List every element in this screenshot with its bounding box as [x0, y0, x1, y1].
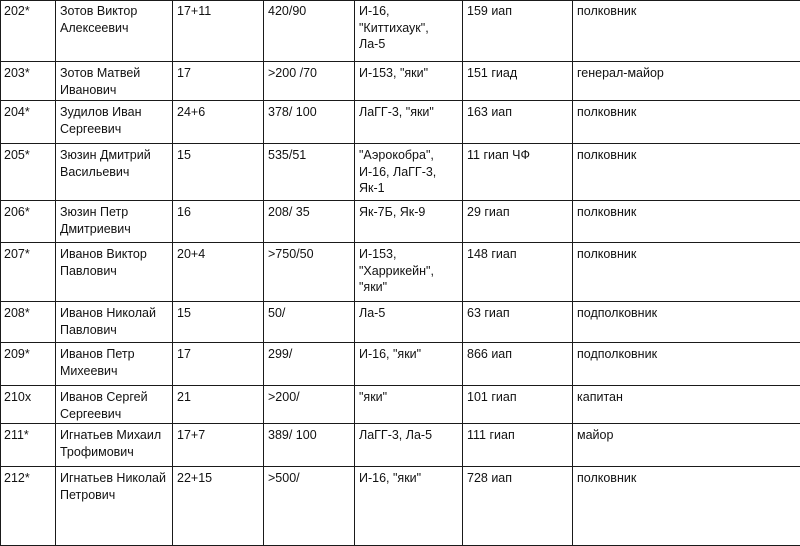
- cell-sorties: 299/: [264, 343, 355, 386]
- cell-sorties: >200 /70: [264, 62, 355, 101]
- cell-number: 211*: [1, 424, 56, 467]
- cell-unit: 151 гиад: [463, 62, 573, 101]
- cell-name: Зотов Матвей Иванович: [56, 62, 173, 101]
- cell-name: Игнатьев Николай Петрович: [56, 467, 173, 546]
- table-row: [1, 343, 800, 386]
- table-row: [1, 243, 800, 302]
- table-row: [1, 467, 800, 546]
- cell-name: Зюзин Дмитрий Васильевич: [56, 144, 173, 201]
- cell-victories: 21: [173, 386, 264, 424]
- cell-rank: майор: [573, 424, 800, 467]
- table-row: [1, 101, 800, 144]
- cell-victories: 20+4: [173, 243, 264, 302]
- cell-number: 209*: [1, 343, 56, 386]
- cell-victories: 17+11: [173, 1, 264, 62]
- cell-number: 210x: [1, 386, 56, 424]
- table-row: [1, 302, 800, 343]
- cell-aircraft: ЛаГГ-3, "яки": [355, 101, 463, 144]
- pilots-table-body: [1, 1, 800, 546]
- cell-sorties: 50/: [264, 302, 355, 343]
- cell-victories: 15: [173, 302, 264, 343]
- cell-unit: 866 иап: [463, 343, 573, 386]
- cell-aircraft: ЛаГГ-3, Ла-5: [355, 424, 463, 467]
- cell-number: 203*: [1, 62, 56, 101]
- cell-unit: 101 гиап: [463, 386, 573, 424]
- cell-number: 202*: [1, 1, 56, 62]
- cell-sorties: 378/ 100: [264, 101, 355, 144]
- cell-rank: полковник: [573, 467, 800, 546]
- cell-unit: 148 гиап: [463, 243, 573, 302]
- cell-victories: 15: [173, 144, 264, 201]
- cell-unit: 11 гиап ЧФ: [463, 144, 573, 201]
- cell-number: 206*: [1, 201, 56, 243]
- cell-rank: генерал-майор: [573, 62, 800, 101]
- cell-unit: 728 иап: [463, 467, 573, 546]
- cell-victories: 24+6: [173, 101, 264, 144]
- table-row: [1, 144, 800, 201]
- cell-victories: 17: [173, 62, 264, 101]
- cell-number: 212*: [1, 467, 56, 546]
- cell-unit: 159 иап: [463, 1, 573, 62]
- cell-sorties: 535/51: [264, 144, 355, 201]
- cell-victories: 17+7: [173, 424, 264, 467]
- table-row: [1, 1, 800, 62]
- cell-name: Иванов Виктор Павлович: [56, 243, 173, 302]
- cell-rank: полковник: [573, 1, 800, 62]
- cell-unit: 29 гиап: [463, 201, 573, 243]
- cell-rank: капитан: [573, 386, 800, 424]
- cell-rank: полковник: [573, 101, 800, 144]
- cell-aircraft: Як-7Б, Як-9: [355, 201, 463, 243]
- cell-name: Иванов Петр Михеевич: [56, 343, 173, 386]
- cell-rank: полковник: [573, 243, 800, 302]
- cell-aircraft: И-153, "Харрикейн", "яки": [355, 243, 463, 302]
- cell-sorties: 208/ 35: [264, 201, 355, 243]
- cell-rank: полковник: [573, 144, 800, 201]
- cell-sorties: 420/90: [264, 1, 355, 62]
- cell-number: 205*: [1, 144, 56, 201]
- cell-aircraft: И-16, "Киттихаук", Ла-5: [355, 1, 463, 62]
- cell-aircraft: И-153, "яки": [355, 62, 463, 101]
- table-row: [1, 386, 800, 424]
- cell-victories: 22+15: [173, 467, 264, 546]
- cell-number: 204*: [1, 101, 56, 144]
- cell-name: Зудилов Иван Сергеевич: [56, 101, 173, 144]
- cell-number: 208*: [1, 302, 56, 343]
- cell-unit: 163 иап: [463, 101, 573, 144]
- cell-aircraft: И-16, "яки": [355, 467, 463, 546]
- cell-rank: подполковник: [573, 343, 800, 386]
- cell-sorties: 389/ 100: [264, 424, 355, 467]
- cell-name: Зюзин Петр Дмитриевич: [56, 201, 173, 243]
- cell-rank: подполковник: [573, 302, 800, 343]
- cell-sorties: >500/: [264, 467, 355, 546]
- cell-rank: полковник: [573, 201, 800, 243]
- table-row: [1, 62, 800, 101]
- cell-sorties: >200/: [264, 386, 355, 424]
- table-row: [1, 201, 800, 243]
- cell-name: Зотов Виктор Алексеевич: [56, 1, 173, 62]
- cell-victories: 16: [173, 201, 264, 243]
- cell-number: 207*: [1, 243, 56, 302]
- cell-name: Игнатьев Михаил Трофимович: [56, 424, 173, 467]
- cell-unit: 111 гиап: [463, 424, 573, 467]
- cell-unit: 63 гиап: [463, 302, 573, 343]
- cell-aircraft: Ла-5: [355, 302, 463, 343]
- cell-victories: 17: [173, 343, 264, 386]
- cell-name: Иванов Николай Павлович: [56, 302, 173, 343]
- cell-sorties: >750/50: [264, 243, 355, 302]
- cell-aircraft: И-16, "яки": [355, 343, 463, 386]
- cell-name: Иванов Сергей Сергеевич: [56, 386, 173, 424]
- cell-aircraft: "Аэрокобра", И-16, ЛаГГ-3, Як-1: [355, 144, 463, 201]
- cell-aircraft: "яки": [355, 386, 463, 424]
- table-row: [1, 424, 800, 467]
